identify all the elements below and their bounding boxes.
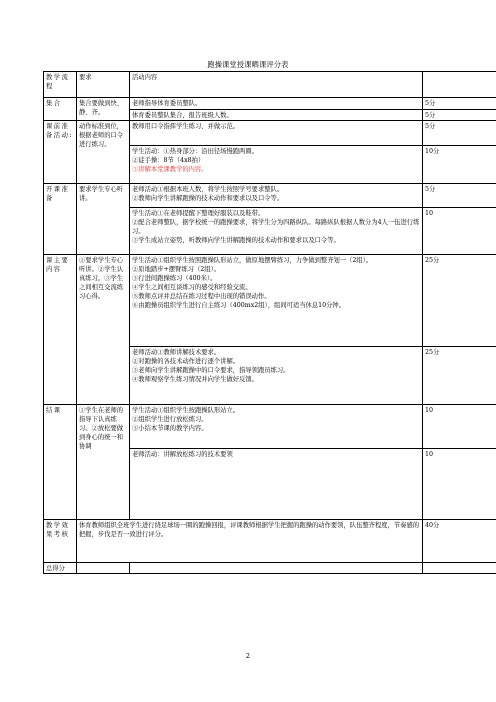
table-row [44, 255, 496, 347]
gather-label: 集合 [44, 98, 77, 121]
content-line-highlight: ③讲解本堂课教学的内容。 [132, 166, 208, 173]
start-score-1: 5分 [423, 184, 496, 208]
content-line: 老师活动①教师讲解技术要求。 [132, 349, 221, 356]
content-line: 学生活动：①热身部分：沿田径场慢跑两圈。 [132, 148, 258, 155]
table-row [44, 563, 496, 574]
gather-requirement: 集合要做到快、静、齐。 [77, 98, 130, 121]
content-line: ⑤教师点评并总结在练习过程中出现的错误动作。 [132, 293, 271, 300]
start-label: 开课准备 [44, 184, 77, 255]
table-row [44, 184, 496, 208]
content-line: ②对跑操的各技术动作进行逐个讲解。 [132, 358, 240, 365]
table-row [44, 98, 496, 110]
main-score-1: 25分 [423, 255, 496, 347]
header-score [423, 72, 496, 98]
total-label: 总得分 [44, 563, 77, 574]
table-row [44, 121, 496, 146]
start-requirement: 要求学生专心听讲。 [77, 184, 130, 255]
main-requirement: ①要求学生专心听讲。②学生认真练习。③学生之间相互交流练习心得。 [77, 255, 130, 405]
total-score [423, 563, 496, 574]
gather-score-1: 5分 [423, 98, 496, 110]
score-table [43, 71, 496, 574]
header-row [44, 72, 496, 98]
end-content-1 [130, 405, 423, 449]
main-content-1 [130, 255, 423, 347]
content-line: 教师用口令指挥学生练习、并做示范。 [132, 123, 240, 130]
content-line: ②组织学生进行放松练习。 [132, 416, 208, 423]
page-number: 2 [245, 652, 251, 660]
effect-label: 教学效果考核 [44, 520, 77, 563]
prep-label: 课前准备活动: [44, 121, 77, 184]
end-score-2: 10 [423, 449, 496, 520]
document-title: 跑操课堂授课晒课评分表 [207, 60, 289, 69]
prep-content-1 [130, 121, 423, 146]
header-content: 活动内容 [130, 72, 423, 98]
total-cell [77, 563, 130, 574]
start-content-2 [130, 208, 423, 255]
content-line: 老师活动：讲解放松练习的技术要领 [132, 451, 233, 458]
content-line: 老师活动①根据本班人数，将学生按照学号要求整队。 [132, 186, 284, 193]
table-row [44, 520, 496, 563]
content-line: ③小结本节课的教学内容。 [132, 425, 208, 432]
content-line: ②教师向学生讲解跑操的技术动作和要求以及口令等。 [132, 195, 284, 202]
content-line: ②徒手操：8节（4x8拍） [132, 157, 205, 164]
content-line: 学生活动①组织学生按跑操队形站立。 [132, 407, 240, 414]
prep-score-2: 10分 [423, 146, 496, 184]
effect-content: 体育教师组织全班学生进行绕足球场一圈的跑操回报，评课教师根据学生把握的跑操的动作要领，队伍整齐程度，节奏感的把握，步伐是否一致进行评分。 [77, 520, 423, 563]
main-label: 课主要内容 [44, 255, 77, 405]
prep-requirement: 动作标准到位，根据老师的口令进行练习。 [77, 121, 130, 184]
main-score-2: 25分 [423, 347, 496, 405]
content-line: ③老师向学生讲解跑操中的口令要求，指导领跑员练习。 [132, 367, 290, 374]
start-content-1 [130, 184, 423, 208]
end-requirement: ①学生在老师的指导下认真练习。②放松要做到身心的统一和协调 [77, 405, 130, 520]
gather-content-1: 老师指导体育委员整队。 [130, 98, 423, 110]
content-line: ②配合老师整队，据学校统一的跑操要求，将学生分为四路纵队。每路纵队根据人数分为4人一伍进行练习。 [132, 219, 420, 235]
content-line: ④教师观察学生练习情况并向学生做好反馈。 [132, 376, 258, 383]
prep-score-1: 5分 [423, 121, 496, 146]
start-score-2: 10 [423, 208, 496, 255]
total-cell [130, 563, 423, 574]
header-process: 教学流程 [44, 72, 77, 98]
end-content-2 [130, 449, 423, 520]
end-label: 结课 [44, 405, 77, 520]
content-line: ②原地踏步+摆臂练习（2组）。 [132, 266, 220, 273]
table-row [44, 405, 496, 449]
header-requirement: 要求 [77, 72, 130, 98]
content-line: ③行进间跑操练习（400米）。 [132, 275, 217, 282]
effect-score: 40分 [423, 520, 496, 563]
content-line: ⑥由跑操员组织学生进行自主练习（400mx2组），组间可适当休息10分钟。 [132, 302, 346, 309]
main-content-2 [130, 347, 423, 405]
end-score-1: 10 [423, 405, 496, 449]
content-line: 学生活动①在老师提醒下整理好服装以及鞋带。 [132, 210, 265, 217]
gather-content-2: 体育委员整队集合，报告班级人数。 [130, 110, 423, 121]
gather-score-2: 5分 [423, 110, 496, 121]
content-line: ③学生成站立姿势，听教师向学生讲解跑操的技术动作和要求以及口令等。 [132, 237, 340, 244]
content-line: ④学生之间相互谈练习的感受和经验交流。 [132, 284, 252, 291]
content-line: 学生活动①组织学生按照跑操队形站立，做原地摆臂练习，力争做到整齐划一（2组）。 [132, 257, 373, 264]
prep-content-2 [130, 146, 423, 184]
